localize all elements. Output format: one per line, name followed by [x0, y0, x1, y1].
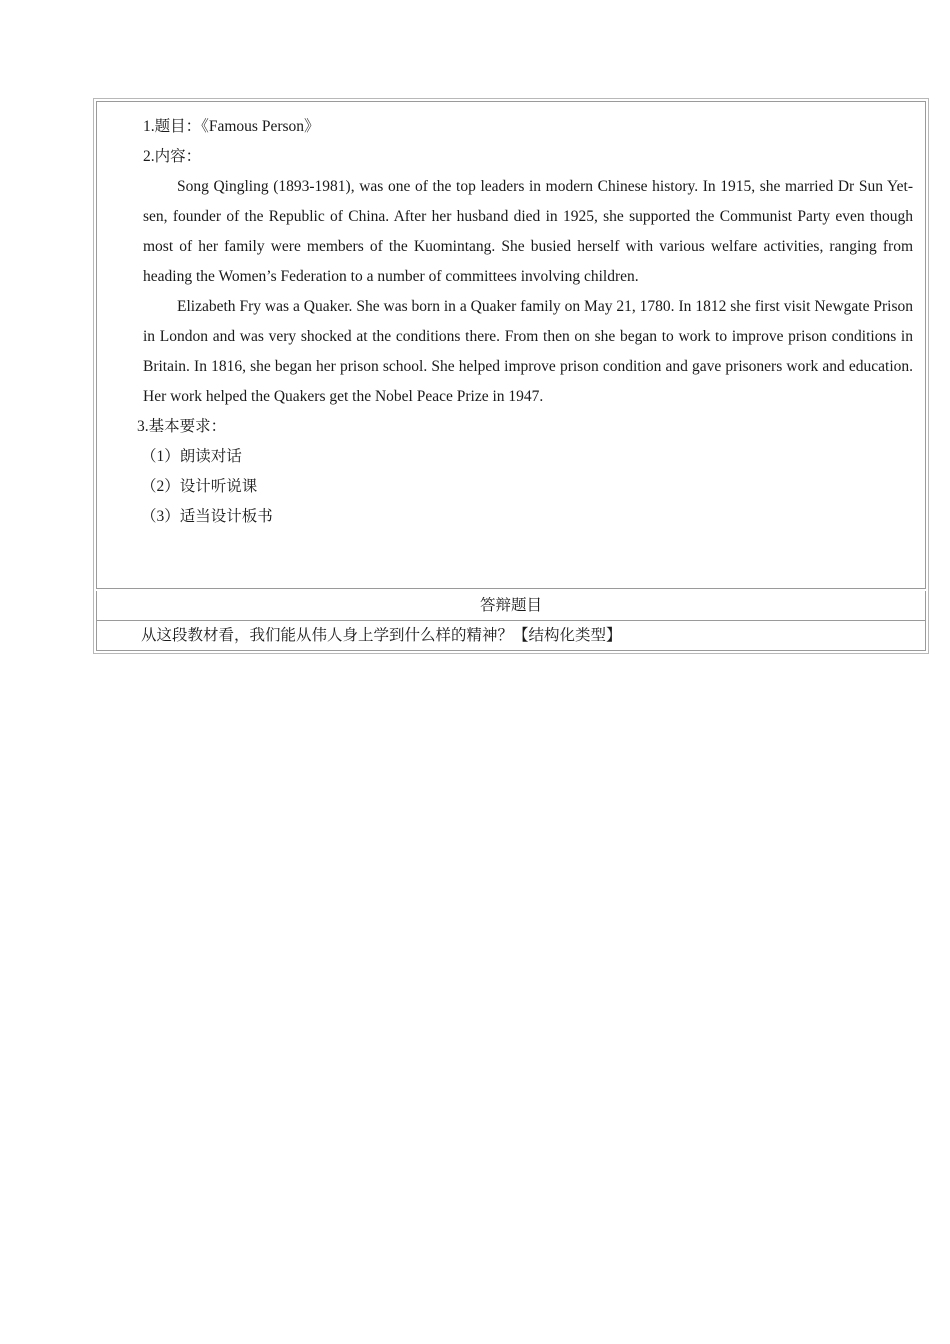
requirement-item-3: （3）适当设计板书 — [141, 508, 273, 525]
task-cell — [96, 101, 926, 589]
content-heading: 2.内容： — [143, 148, 202, 165]
content-paragraph-elizabeth-fry: Elizabeth Fry was a Quaker. She was born in a Quaker family on May 21, 1780. In 1812 she first visit Newgate Prison in London and was very shocked at the conditions there. From then on she began to work to improve prison conditions in Britain. In 1816, she began her prison school. She helped improve prison condition and gave prisoners work and education. Her work helped the Quakers get the Nobel Peace Prize in 1947. — [143, 298, 913, 405]
task-title: 1.题目：《Famous Person》 — [143, 118, 320, 135]
defense-header: 答辩题目 — [96, 591, 926, 621]
requirements-heading: 3.基本要求： — [137, 418, 227, 435]
requirement-item-2: （2）设计听说课 — [141, 478, 258, 495]
requirement-item-1: （1）朗读对话 — [141, 448, 242, 465]
defense-question: 从这段教材看，我们能从伟人身上学到什么样的精神？【结构化类型】 — [96, 621, 926, 651]
interview-task-table — [93, 98, 929, 654]
content-paragraph-song-qingling: Song Qingling (1893-1981), was one of the top leaders in modern Chinese history. In 1915, she married Dr Sun Yet-sen, founder of the Republic of China. After her husband died in 1925, she supported the Communist Party even though most of her family were members of the Kuomintang. She busied herself with various welfare activities, ranging from heading the Women’s Federation to a number of committees involving children. — [143, 178, 913, 285]
